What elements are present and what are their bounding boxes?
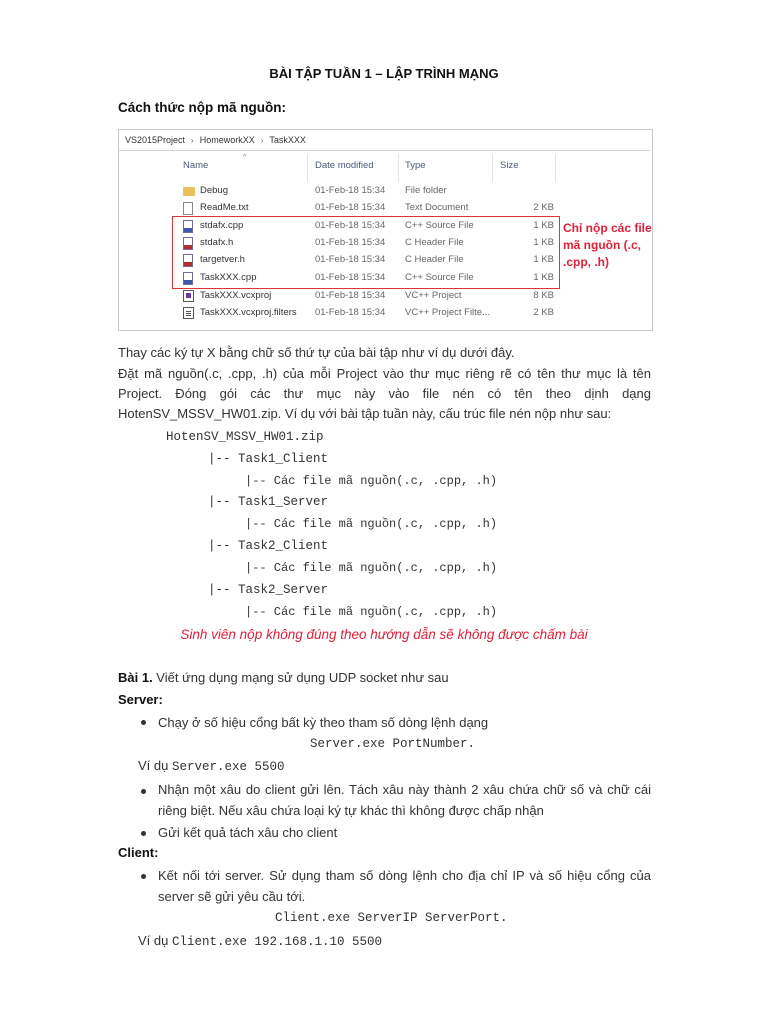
- bullet-icon: [141, 874, 146, 879]
- example-label: Ví dụ: [138, 933, 172, 948]
- tree-line: |-- Task2_Server: [208, 583, 329, 597]
- file-row: [119, 183, 650, 200]
- source-files-note: Chỉ nộp các file mã nguồn (.c, .cpp, .h): [563, 221, 652, 269]
- server-item: Chạy ở số hiệu cổng bất kỳ theo tham số dòng lệnh dạng: [158, 715, 489, 730]
- file-date: 01-Feb-18 15:34: [315, 307, 386, 318]
- bullet-icon: [141, 789, 146, 794]
- file-name: Debug: [200, 185, 228, 196]
- example-label: Ví dụ: [138, 758, 172, 773]
- file-type: C Header File: [405, 254, 464, 265]
- folder-icon: [183, 187, 195, 196]
- exercise-label: Bài 1.: [118, 670, 153, 685]
- column-divider: [555, 154, 556, 182]
- project-file-icon: [183, 290, 194, 302]
- server-command: Server.exe PortNumber.: [310, 737, 476, 751]
- client-heading: Client:: [118, 845, 159, 860]
- file-date: 01-Feb-18 15:34: [315, 202, 386, 213]
- server-heading: Server:: [118, 692, 163, 707]
- file-name: ReadMe.txt: [200, 202, 249, 213]
- file-type: VC++ Project Filte...: [405, 307, 491, 318]
- file-name: stdafx.cpp: [200, 220, 244, 231]
- tree-line: |-- Các file mã nguồn(.c, .cpp, .h): [245, 561, 498, 575]
- address-bar: [119, 130, 650, 151]
- page-title: BÀI TẬP TUẦN 1 – LẬP TRÌNH MẠNG: [269, 66, 499, 81]
- file-size: 8 KB: [533, 290, 554, 301]
- file-size: 1 KB: [533, 254, 554, 265]
- file-date: 01-Feb-18 15:34: [315, 272, 386, 283]
- chevron-right-icon: ›: [191, 135, 194, 145]
- breadcrumb-item: HomeworkXX: [199, 135, 255, 145]
- server-item: Nhận một xâu do client gửi lên. Tách xâu này thành 2 xâu chứa chữ số và chữ cái riêng biệt. Nếu xâu chứa loại ký tự khác thì không được chấp nhận: [158, 782, 651, 818]
- filters-file-icon: [183, 307, 194, 319]
- file-type: C++ Source File: [405, 220, 474, 231]
- instruction-paragraph: Thay các ký tự X bằng chữ số thứ tự của bài tập như ví dụ dưới đây.: [118, 345, 515, 360]
- file-size: 2 KB: [533, 202, 554, 213]
- file-name: TaskXXX.vcxproj.filters: [200, 307, 297, 318]
- example-command: Server.exe 5500: [171, 760, 285, 774]
- sort-arrow-icon: ^: [243, 154, 247, 161]
- file-type: VC++ Project: [405, 290, 462, 301]
- file-type: C Header File: [405, 237, 464, 248]
- file-date: 01-Feb-18 15:34: [315, 254, 386, 265]
- file-type: File folder: [405, 185, 447, 196]
- bullet-icon: [141, 720, 146, 725]
- exercise-intro: [118, 670, 449, 685]
- tree-line: |-- Các file mã nguồn(.c, .cpp, .h): [245, 605, 498, 619]
- warning-text: Sinh viên nộp không đúng theo hướng dẫn sẽ không được chấm bài: [180, 627, 588, 642]
- column-divider: [307, 154, 308, 182]
- file-name: TaskXXX.vcxproj: [200, 290, 272, 301]
- breadcrumb-item: VS2015Project: [125, 135, 186, 145]
- example-command: Client.exe 192.168.1.10 5500: [171, 935, 383, 949]
- tree-line: |-- Task1_Server: [208, 495, 329, 509]
- tree-line: HotenSV_MSSV_HW01.zip: [166, 430, 324, 444]
- file-type: Text Document: [405, 202, 469, 213]
- file-date: 01-Feb-18 15:34: [315, 290, 386, 301]
- file-date: 01-Feb-18 15:34: [315, 185, 386, 196]
- file-size: 2 KB: [533, 307, 554, 318]
- tree-line: |-- Các file mã nguồn(.c, .cpp, .h): [245, 474, 498, 488]
- column-divider: [398, 154, 399, 182]
- chevron-right-icon: ›: [260, 135, 264, 145]
- file-row: [119, 305, 650, 322]
- file-name: targetver.h: [200, 254, 245, 265]
- client-command: Client.exe ServerIP ServerPort.: [275, 911, 508, 925]
- client-item: Kết nối tới server. Sử dụng tham số dòng lệnh cho địa chỉ IP và số hiệu cổng của server sẽ gửi yêu cầu tới.: [158, 868, 651, 904]
- server-item: Gửi kết quả tách xâu cho client: [158, 825, 338, 840]
- file-name: stdafx.h: [200, 237, 234, 248]
- bullet-icon: [141, 831, 146, 836]
- file-date: 01-Feb-18 15:34: [315, 237, 386, 248]
- section-heading: Cách thức nộp mã nguồn:: [118, 100, 287, 115]
- instruction-paragraph: Đặt mã nguồn(.c, .cpp, .h) của mỗi Project vào thư mục riêng rẽ có tên thư mục là tên Project. Đóng gói các thư mục này vào file nén có tên theo dịnh dạng HotenSV_MSSV_HW01.zip. Ví dụ với bài tập tuần này, cấu trúc file nén nộp như sau:: [118, 366, 651, 421]
- highlight-box: [172, 216, 560, 289]
- tree-line: |-- Các file mã nguồn(.c, .cpp, .h): [245, 517, 498, 531]
- file-type: C++ Source File: [405, 272, 474, 283]
- column-header-type: Type: [405, 160, 426, 171]
- breadcrumb-item: TaskXXX: [269, 135, 306, 145]
- file-size: 1 KB: [533, 220, 554, 231]
- text-file-icon: [183, 202, 193, 215]
- column-header-size: Size: [500, 160, 519, 171]
- column-divider: [492, 154, 493, 182]
- file-name: TaskXXX.cpp: [200, 272, 257, 283]
- file-size: 1 KB: [533, 237, 554, 248]
- tree-line: |-- Task1_Client: [208, 452, 329, 466]
- exercise-text: Viết ứng dụng mạng sử dụng UDP socket như sau: [152, 670, 449, 685]
- server-example: [138, 758, 285, 774]
- file-size: 1 KB: [533, 272, 554, 283]
- column-header-date: Date modified: [315, 160, 374, 171]
- column-header-name: Name: [183, 160, 209, 171]
- tree-line: |-- Task2_Client: [208, 539, 329, 553]
- file-row: [119, 288, 650, 305]
- client-example: [138, 933, 382, 949]
- file-row: [119, 200, 650, 217]
- file-date: 01-Feb-18 15:34: [315, 220, 386, 231]
